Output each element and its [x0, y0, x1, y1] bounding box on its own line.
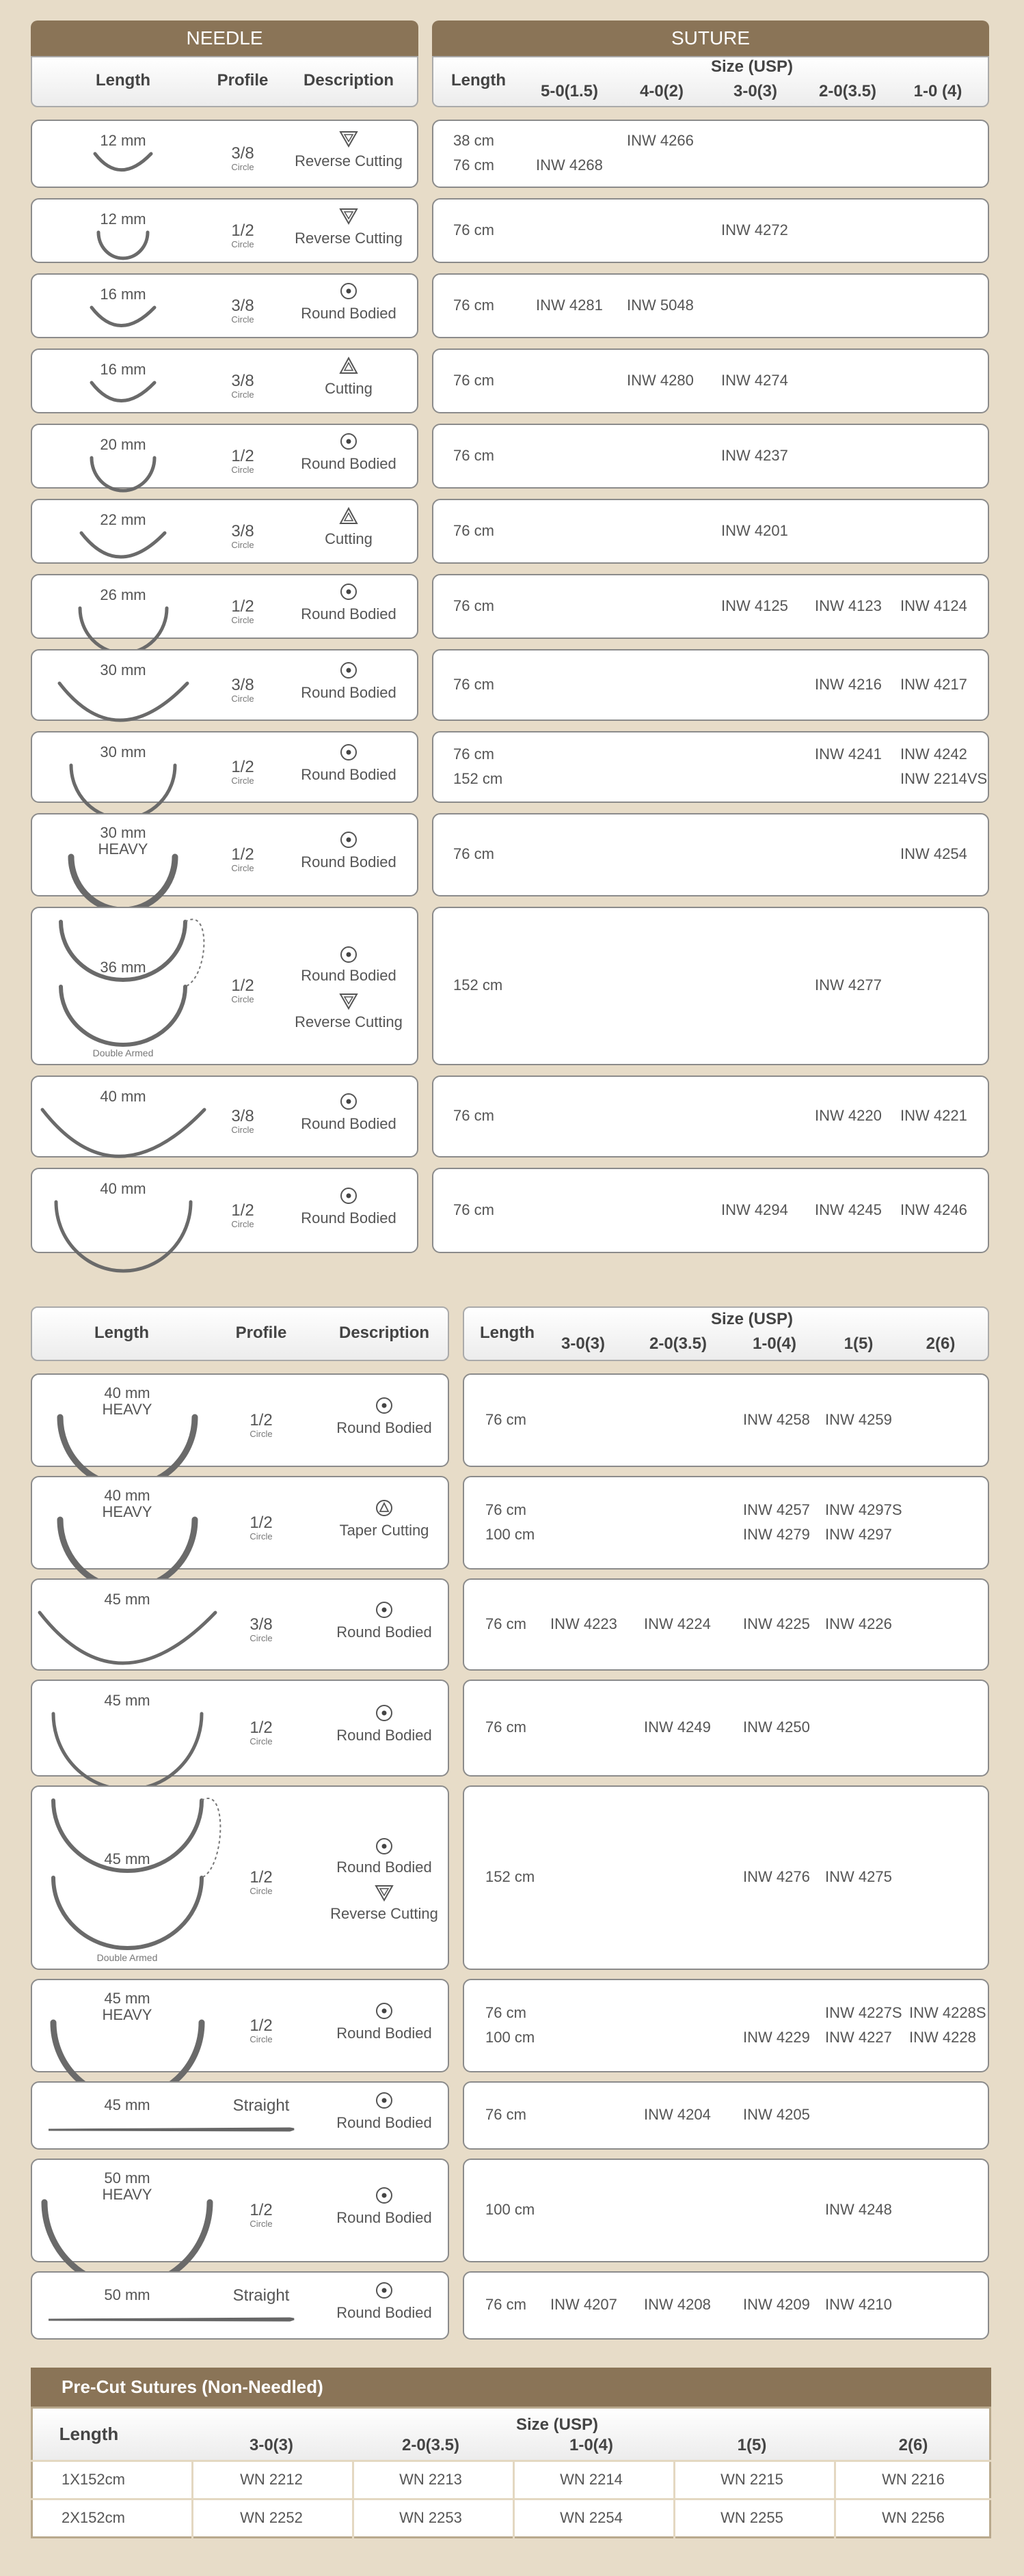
product-code: INW 4237: [721, 446, 788, 464]
product-code: INW 4272: [721, 221, 788, 238]
product-code: INW 4249: [644, 1718, 711, 1736]
needle-profile: Straight: [232, 2286, 290, 2305]
profile-circle-label: Circle: [231, 693, 254, 704]
suture-length: 76 cm: [485, 1615, 526, 1632]
suture-length: 76 cm: [453, 446, 494, 464]
suture-length: 76 cm: [485, 2003, 526, 2021]
suture-row-box: [432, 273, 989, 338]
needle-description: Round Bodied: [336, 2114, 432, 2131]
needle-description: Round Bodied: [301, 304, 396, 322]
needle-length: 40 mm: [104, 1384, 150, 1401]
round-bodied-dot-icon: [375, 1600, 394, 1619]
needle-length: 45 mm: [104, 1692, 150, 1709]
product-code: INW 4297: [825, 1525, 892, 1543]
product-code: INW 4221: [900, 1107, 967, 1124]
round-bodied-dot-icon: [375, 2001, 394, 2020]
needle-description: Round Bodied: [336, 1727, 432, 1744]
needle-description: Round Bodied: [336, 1419, 432, 1436]
needle-profile: 3/8: [250, 1615, 273, 1634]
product-code: INW 4248: [825, 2201, 892, 2218]
profile-circle-label: Circle: [250, 1736, 273, 1746]
round-bodied-dot-icon: [339, 661, 358, 680]
profile-circle-label: Circle: [231, 314, 254, 325]
suture-row-box: [432, 424, 989, 489]
col-length-header: Length: [96, 71, 150, 90]
profile-circle-label: Circle: [250, 2033, 273, 2044]
round-bodied-dot-icon: [375, 1837, 394, 1856]
precut-size-col: 2(6): [898, 2436, 928, 2454]
cutting-triangle-icon: [339, 507, 358, 526]
precut-title-banner: Pre-Cut Sutures (Non-Needled): [31, 2368, 991, 2407]
product-code: INW 4297S: [825, 1501, 902, 1518]
round-bodied-dot-icon: [339, 1186, 358, 1205]
product-code: INW 4217: [900, 675, 967, 693]
needle-curve-icon: [58, 919, 215, 1063]
precut-code: WN 2213: [399, 2471, 462, 2488]
needle-description: Round Bodied: [301, 1115, 396, 1132]
size-col-header: 1(5): [844, 1334, 874, 1353]
needle-length: 26 mm: [100, 586, 146, 603]
needle-description: Round Bodied: [301, 853, 396, 871]
needle-length: 45 mm: [104, 1990, 150, 2007]
product-code: INW 4246: [900, 1201, 967, 1218]
needle-description: Round Bodied: [301, 454, 396, 472]
profile-circle-label: Circle: [231, 162, 254, 172]
needle-curve-icon: [89, 380, 157, 407]
precut-size-col: 1(5): [737, 2436, 767, 2454]
profile-circle-label: Circle: [231, 238, 254, 249]
precut-size-col: 2-0(3.5): [401, 2436, 460, 2454]
round-bodied-dot-icon: [339, 830, 358, 849]
needle-banner: NEEDLE: [31, 20, 418, 56]
needle-length: 45 mm: [104, 2096, 150, 2113]
precut-code: WN 2255: [720, 2509, 783, 2526]
precut-col-divider: [673, 2460, 675, 2538]
round-bodied-dot-icon: [339, 1092, 358, 1111]
round-bodied-dot-icon: [339, 743, 358, 762]
suture-length: 76 cm: [453, 1107, 494, 1124]
product-code: INW 4254: [900, 845, 967, 862]
needle-heavy-label: HEAVY: [102, 1401, 152, 1418]
needle-length: 12 mm: [100, 210, 146, 228]
needle-curve-icon: [51, 1711, 204, 1795]
reverse-cutting-triangle-icon: [339, 991, 358, 1011]
suture-length: 76 cm: [485, 1410, 526, 1428]
needle-description: Round Bodied: [336, 1623, 432, 1641]
needle-description: Reverse Cutting: [295, 1013, 403, 1030]
round-bodied-dot-icon: [339, 945, 358, 964]
round-bodied-dot-icon: [375, 2186, 394, 2205]
product-code: INW 4294: [721, 1201, 788, 1218]
precut-code: WN 2256: [882, 2509, 945, 2526]
needle-length: 40 mm: [100, 1180, 146, 1197]
suture-length: 76 cm: [485, 1501, 526, 1518]
needle-profile: 3/8: [231, 144, 254, 163]
needle-heavy-label: HEAVY: [102, 2006, 152, 2023]
precut-col-divider: [513, 2460, 515, 2538]
needle-description: Cutting: [325, 379, 373, 397]
col-profile-header: Profile: [217, 71, 269, 90]
needle-description: Taper Cutting: [339, 1521, 429, 1539]
profile-circle-label: Circle: [250, 2219, 273, 2229]
needle-description: Round Bodied: [336, 2209, 432, 2226]
product-code: INW 4201: [721, 521, 788, 539]
needle-length: 40 mm: [100, 1088, 146, 1105]
product-code: INW 4250: [743, 1718, 810, 1736]
suture-length: 76 cm: [453, 371, 494, 389]
profile-circle-label: Circle: [250, 1428, 273, 1439]
product-code: INW 4277: [815, 976, 882, 994]
needle-heavy-label: HEAVY: [102, 2186, 152, 2203]
product-code: INW 4208: [644, 2296, 711, 2313]
needle-length: 12 mm: [100, 132, 146, 149]
profile-circle-label: Circle: [231, 389, 254, 400]
needle-profile: 1/2: [231, 221, 254, 240]
needle-profile: 3/8: [231, 1107, 254, 1125]
needle-description: Round Bodied: [336, 2304, 432, 2321]
needle-curve-icon: [92, 151, 154, 176]
needle-description: Round Bodied: [336, 1859, 432, 1876]
product-code: INW 4242: [900, 745, 967, 763]
precut-col-divider: [352, 2460, 354, 2538]
suture-row-box: [463, 2159, 989, 2262]
precut-code: WN 2254: [560, 2509, 623, 2526]
precut-code: WN 2252: [240, 2509, 303, 2526]
profile-circle-label: Circle: [231, 1218, 254, 1229]
needle-profile: 1/2: [231, 757, 254, 776]
needle-description: Reverse Cutting: [295, 152, 403, 169]
needle-profile: 1/2: [231, 845, 254, 864]
size-col-header: 4-0(2): [639, 82, 684, 100]
suture-length-header: Length: [451, 71, 506, 90]
product-code: INW 4257: [743, 1501, 810, 1518]
suture-length: 76 cm: [453, 521, 494, 539]
suture-row-box: [463, 1785, 989, 1970]
precut-code: WN 2214: [560, 2471, 623, 2488]
needle-profile: 1/2: [250, 1868, 273, 1887]
precut-header-row: [33, 2409, 989, 2460]
needle-curve-icon: [57, 681, 190, 728]
precut-code: WN 2215: [720, 2471, 783, 2488]
round-bodied-dot-icon: [375, 1703, 394, 1723]
needle-curve-icon: [89, 305, 157, 332]
round-bodied-dot-icon: [375, 1396, 394, 1415]
suture-row-box: [463, 1476, 989, 1570]
needle-length: 45 mm: [104, 1591, 150, 1608]
profile-circle-label: Circle: [250, 1886, 273, 1896]
size-col-header: 1-0(4): [752, 1334, 797, 1353]
needle-length: 36 mm: [100, 959, 146, 976]
needle-length: 30 mm: [100, 743, 146, 761]
size-col-header: 1-0 (4): [913, 82, 962, 100]
precut-size-header: Size (USP): [515, 2415, 599, 2434]
product-code: INW 4280: [627, 371, 694, 389]
product-code: INW 4223: [550, 1615, 617, 1632]
round-bodied-dot-icon: [375, 2281, 394, 2300]
profile-circle-label: Circle: [231, 614, 254, 625]
suture-row-box: [463, 1578, 989, 1671]
product-code: INW 4207: [550, 2296, 617, 2313]
suture-length: 76 cm: [485, 2106, 526, 2123]
needle-profile: Straight: [232, 2096, 290, 2115]
product-code: INW 4226: [825, 1615, 892, 1632]
profile-circle-label: Circle: [231, 539, 254, 550]
suture-row-box: [463, 1979, 989, 2072]
product-code: INW 4227: [825, 2028, 892, 2046]
product-code: INW 4258: [743, 1410, 810, 1428]
needle-curve-icon: [37, 1610, 218, 1671]
product-code: INW 4259: [825, 1410, 892, 1428]
profile-circle-label: Circle: [231, 775, 254, 786]
suture-length: 76 cm: [485, 1718, 526, 1736]
suture-banner: SUTURE: [432, 20, 989, 56]
product-code: INW 4124: [900, 597, 967, 614]
precut-code: WN 2212: [240, 2471, 303, 2488]
needle-description: Reverse Cutting: [330, 1905, 438, 1922]
product-code: INW 4227S: [825, 2003, 902, 2021]
suture-length: 152 cm: [453, 976, 503, 994]
product-code: INW 4279: [743, 1525, 810, 1543]
round-bodied-dot-icon: [339, 582, 358, 601]
suture-row-box: [432, 731, 989, 803]
needle-description: Round Bodied: [301, 605, 396, 622]
precut-length-header: Length: [59, 2424, 119, 2444]
size-col-header: 2-0(3.5): [649, 1334, 708, 1353]
precut-length: 1X152cm: [62, 2471, 125, 2488]
suture-length: 76 cm: [453, 156, 494, 174]
product-code: INW 4210: [825, 2296, 892, 2313]
taper-cutting-icon: [375, 1498, 394, 1518]
needle-length: 30 mm: [100, 824, 146, 841]
needle-length: 40 mm: [104, 1487, 150, 1504]
needle-description: Round Bodied: [301, 1209, 396, 1227]
needle-length: 45 mm: [104, 1850, 150, 1867]
product-code: INW 4268: [536, 156, 603, 174]
precut-code: WN 2253: [399, 2509, 462, 2526]
profile-circle-label: Circle: [231, 994, 254, 1004]
suture-length: 38 cm: [453, 132, 494, 149]
suture-row-box: [432, 120, 989, 188]
product-code: INW 4225: [743, 1615, 810, 1632]
needle-profile: 1/2: [231, 1201, 254, 1220]
suture-length: 76 cm: [453, 845, 494, 862]
product-code: INW 4229: [743, 2028, 810, 2046]
cutting-triangle-icon: [339, 357, 358, 376]
suture-length: 76 cm: [453, 597, 494, 614]
product-code: INW 4220: [815, 1107, 882, 1124]
needle-profile: 1/2: [231, 446, 254, 465]
needle-length: 16 mm: [100, 286, 146, 303]
needle-profile: 1/2: [250, 2201, 273, 2219]
needle-length: 16 mm: [100, 361, 146, 378]
product-code: INW 4125: [721, 597, 788, 614]
needle-curve-icon: [51, 1798, 232, 1966]
needle-profile: 1/2: [250, 1410, 273, 1429]
needle-curve-icon: [96, 230, 150, 264]
precut-code: WN 2216: [882, 2471, 945, 2488]
profile-circle-label: Circle: [250, 1632, 273, 1643]
profile-circle-label: Circle: [231, 863, 254, 873]
needle-profile: 3/8: [231, 296, 254, 315]
needle-profile: 3/8: [231, 371, 254, 390]
reverse-cutting-triangle-icon: [375, 1883, 394, 1902]
suture-length: 76 cm: [485, 2296, 526, 2313]
double-armed-label: Double Armed: [92, 1047, 154, 1058]
product-code: INW 4281: [536, 296, 603, 314]
size-usp-header: Size (USP): [710, 57, 794, 76]
suture-length: 152 cm: [453, 769, 503, 787]
needle-length: 22 mm: [100, 511, 146, 528]
product-code: INW 4276: [743, 1868, 810, 1885]
needle-length: 20 mm: [100, 436, 146, 453]
needle-curve-icon: [89, 455, 157, 496]
suture-row-box: [463, 1680, 989, 1777]
size-col-header: 2-0(3.5): [818, 82, 877, 100]
needle-profile: 1/2: [250, 1718, 273, 1737]
suture-length: 76 cm: [453, 221, 494, 238]
suture-row-box: [432, 348, 989, 413]
needle-length: 50 mm: [104, 2169, 150, 2187]
needle-heavy-label: HEAVY: [102, 1503, 152, 1520]
size-usp-header: Size (USP): [710, 1310, 794, 1328]
product-code: INW 4204: [644, 2106, 711, 2123]
product-code: INW 4216: [815, 675, 882, 693]
needle-heavy-label: HEAVY: [98, 840, 148, 858]
needle-profile: 3/8: [231, 675, 254, 694]
needle-profile: 1/2: [250, 2016, 273, 2035]
product-code: INW 5048: [627, 296, 694, 314]
needle-description: Round Bodied: [301, 683, 396, 701]
double-armed-label: Double Armed: [96, 1952, 158, 1963]
needle-description: Round Bodied: [301, 765, 396, 783]
size-col-header: 2(6): [926, 1334, 956, 1353]
product-code: INW 4245: [815, 1201, 882, 1218]
suture-length: 76 cm: [453, 1201, 494, 1218]
needle-profile: 1/2: [250, 1513, 273, 1532]
precut-row-divider: [31, 2498, 991, 2500]
suture-row-box: [432, 198, 989, 263]
round-bodied-dot-icon: [339, 432, 358, 451]
col-description-header: Description: [338, 1324, 430, 1342]
reverse-cutting-triangle-icon: [339, 129, 358, 148]
suture-length: 152 cm: [485, 1868, 535, 1885]
size-col-header: 3-0(3): [733, 82, 778, 100]
needle-length: 30 mm: [100, 661, 146, 679]
needle-profile: 3/8: [231, 521, 254, 540]
suture-length: 100 cm: [485, 2201, 535, 2218]
product-code: INW 4123: [815, 597, 882, 614]
size-col-header: 3-0(3): [561, 1334, 606, 1353]
product-code: INW 4266: [627, 132, 694, 149]
size-col-header: 5-0(1.5): [540, 82, 599, 100]
precut-length: 2X152cm: [62, 2509, 125, 2526]
needle-description: Reverse Cutting: [295, 229, 403, 247]
round-bodied-dot-icon: [339, 282, 358, 301]
product-code: INW 4205: [743, 2106, 810, 2123]
needle-profile: 1/2: [231, 597, 254, 616]
precut-col-divider: [834, 2460, 836, 2538]
suture-row-box: [463, 1373, 989, 1467]
col-profile-header: Profile: [235, 1324, 287, 1342]
col-length-header: Length: [94, 1324, 149, 1342]
needle-description: Round Bodied: [301, 967, 396, 984]
precut-size-col: 1-0(4): [569, 2436, 614, 2454]
suture-length-header: Length: [480, 1324, 535, 1342]
needle-curve-icon: [47, 2125, 297, 2135]
needle-curve-icon: [47, 2315, 297, 2325]
suture-length: 76 cm: [453, 675, 494, 693]
product-code: INW 4275: [825, 1868, 892, 1885]
product-code: INW 2214VS: [900, 769, 988, 787]
suture-row-box: [463, 2081, 989, 2150]
product-code: INW 4224: [644, 1615, 711, 1632]
reverse-cutting-triangle-icon: [339, 206, 358, 225]
col-description-header: Description: [303, 71, 394, 90]
product-code: INW 4274: [721, 371, 788, 389]
suture-row-box: [432, 907, 989, 1065]
profile-circle-label: Circle: [231, 1125, 254, 1135]
needle-curve-icon: [53, 1199, 193, 1276]
product-code: INW 4228: [909, 2028, 976, 2046]
precut-col-divider: [191, 2460, 193, 2538]
suture-length: 76 cm: [453, 296, 494, 314]
suture-length: 76 cm: [453, 745, 494, 763]
suture-length: 100 cm: [485, 1525, 535, 1543]
needle-length: 50 mm: [104, 2286, 150, 2303]
round-bodied-dot-icon: [375, 2091, 394, 2110]
needle-curve-icon: [79, 530, 167, 564]
product-code: INW 4228S: [909, 2003, 986, 2021]
product-code: INW 4209: [743, 2296, 810, 2313]
profile-circle-label: Circle: [231, 464, 254, 475]
needle-description: Cutting: [325, 530, 373, 547]
profile-circle-label: Circle: [250, 1531, 273, 1542]
suture-row-box: [463, 2271, 989, 2340]
needle-curve-icon: [40, 1107, 207, 1164]
needle-description: Round Bodied: [336, 2024, 432, 2042]
needle-profile: 1/2: [231, 976, 254, 995]
suture-length: 100 cm: [485, 2028, 535, 2046]
precut-size-col: 3-0(3): [249, 2436, 294, 2454]
precut-row-divider: [31, 2460, 991, 2462]
suture-row-box: [432, 499, 989, 564]
product-code: INW 4241: [815, 745, 882, 763]
